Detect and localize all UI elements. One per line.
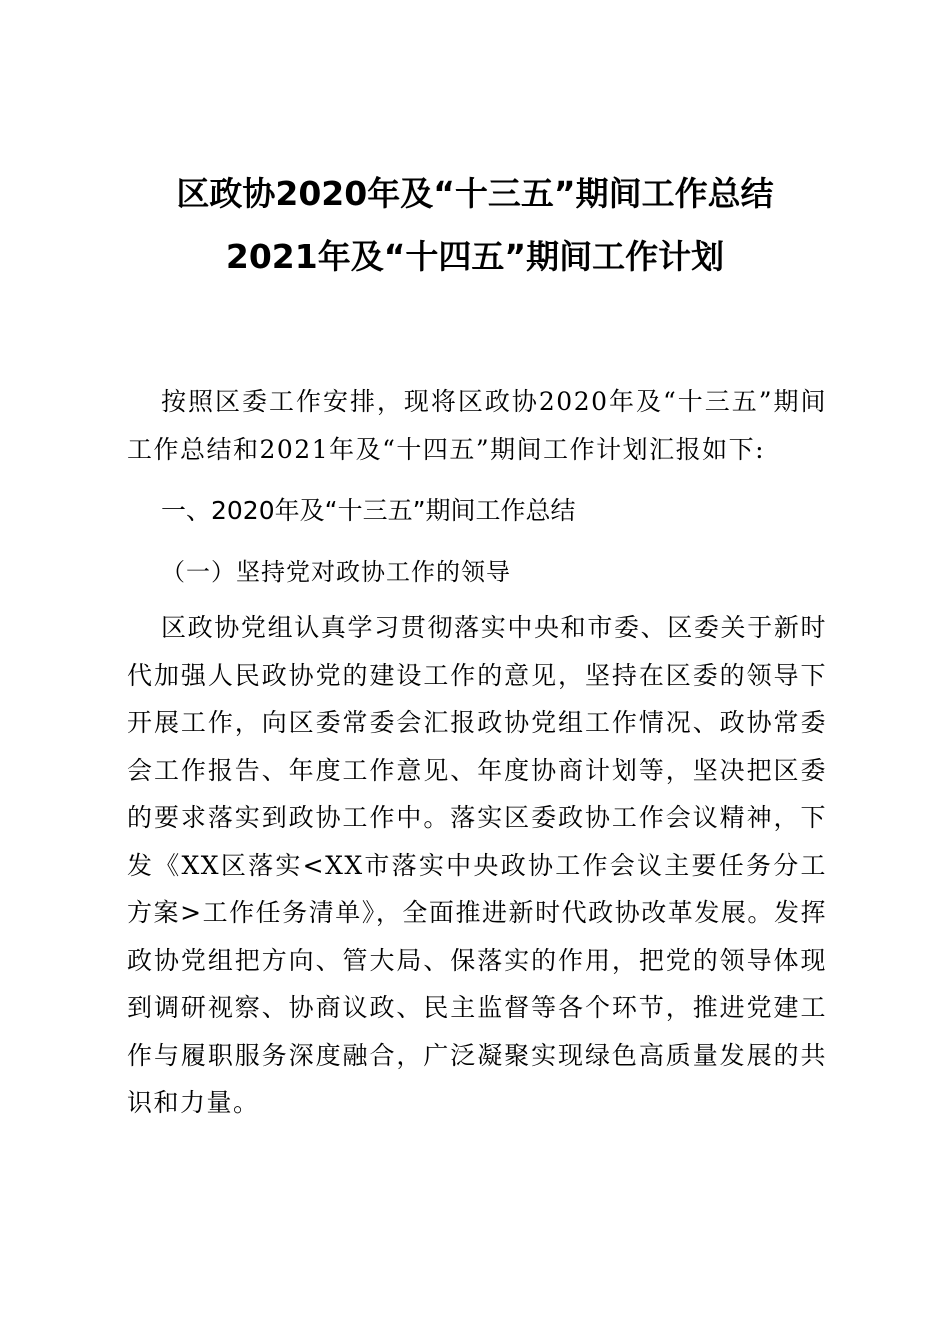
- subsection-heading: （一）坚持党对政协工作的领导: [161, 557, 511, 586]
- section-heading: 一、2020年及“十三五”期间工作总结: [161, 496, 576, 525]
- title-line-2: 2021年及“十四五”期间工作计划: [225, 237, 725, 276]
- title-line-1: 区政协2020年及“十三五”期间工作总结: [176, 174, 774, 213]
- document-title: [100, 174, 850, 277]
- body-paragraph: 区政协党组认真学习贯彻落实中央和市委、区委关于新时代加强人民政协党的建设工作的意见，坚持在区委的领导下开展工作，向区委常委会汇报政协党组工作情况、政协常委会工作报告、年度工作意见、年度协商计划等，坚决把区委的要求落实到政协工作中。落实区委政协工作会议精神，下发《XX区落实<XX市落实中央政协工作会议主要任务分工方案>工作任务清单》，全面推进新时代政协改革发展。发挥政协党组把方向、管大局、保落实的作用，把党的领导体现到调研视察、协商议政、民主监督等各个环节，推进党建工作与履职服务深度融合，广泛凝聚实现绿色高质量发展的共识和力量。: [127, 613, 827, 1117]
- intro-paragraph: 按照区委工作安排，现将区政协2020年及“十三五”期间工作总结和2021年及“十四五”期间工作计划汇报如下:: [127, 387, 827, 464]
- document-body: [127, 378, 827, 1127]
